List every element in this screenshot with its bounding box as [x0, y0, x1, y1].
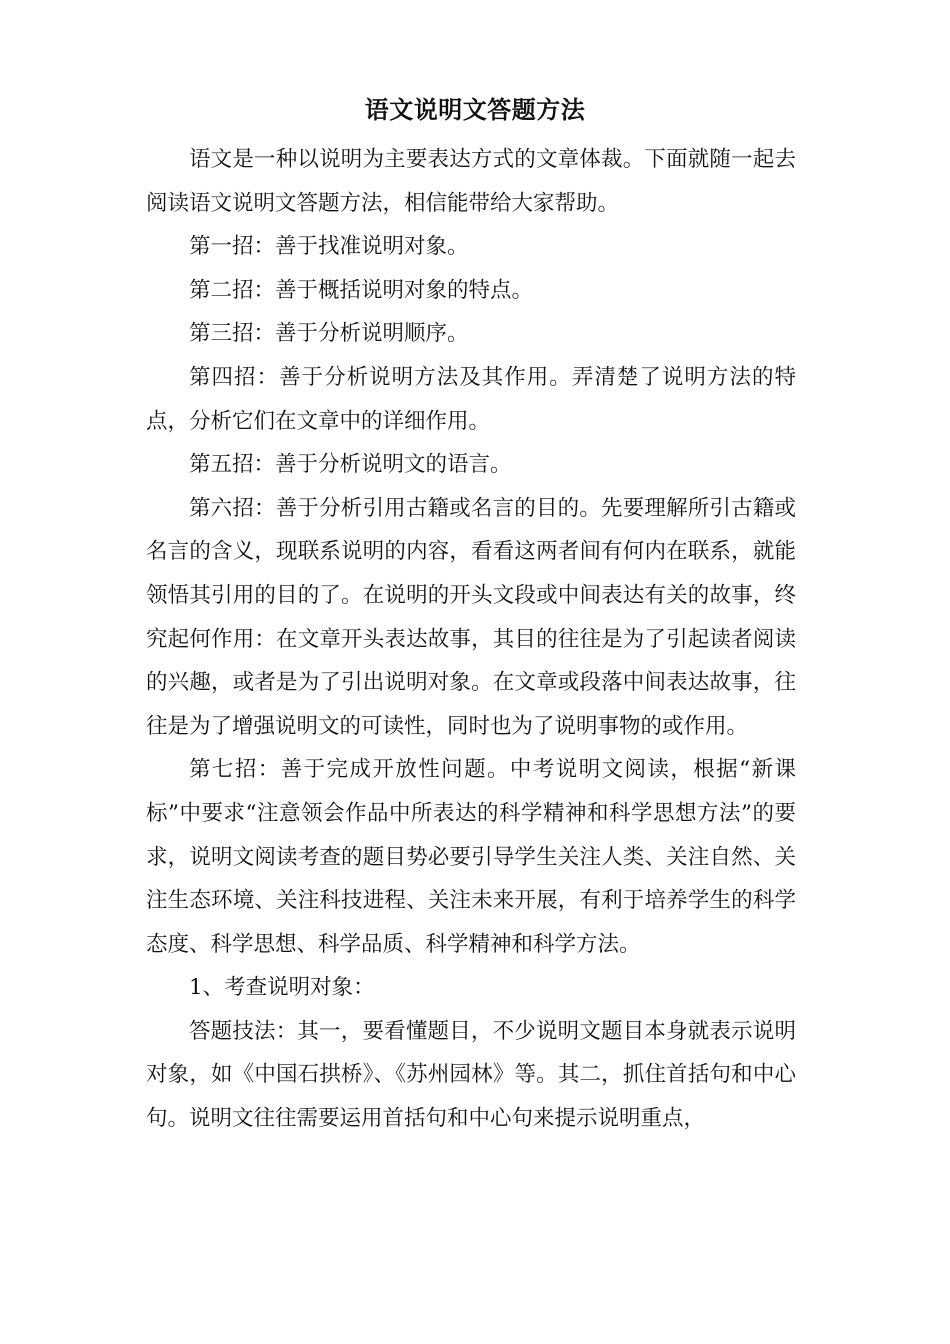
tip-1-paragraph: 第一招：善于找准说明对象。	[189, 234, 469, 260]
intro-paragraph: 语文是一种以说明为主要表达方式的文章体裁。下面就随一起去阅读语文说明文答题方法，相信能带给大家帮助。	[146, 147, 796, 216]
document-body	[146, 138, 796, 1141]
tip-6-paragraph: 第六招：善于分析引用古籍或名言的目的。先要理解所引古籍或名言的含义，现联系说明的内容，看看这两者间有何内在联系，就能领悟其引用的目的了。在说明的开头文段或中间表达有关的故事，终究起何作用：在文章开头表达故事，其目的往往是为了引起读者阅读的兴趣，或者是为了引出说明对象。在文章或段落中间表达故事，往往是为了增强说明文的可读性，同时也为了说明事物的或作用。	[146, 495, 796, 739]
answer-technique-paragraph: 答题技法：其一，要看懂题目，不少说明文题目本身就表示说明对象，如《中国石拱桥》、《苏州园林》等。其二，抓住首括句和中心句。说明文往往需要运用首括句和中心句来提示说明重点，	[146, 1018, 796, 1132]
tip-5-paragraph: 第五招：善于分析说明文的语言。	[189, 452, 512, 478]
tip-2-paragraph: 第二招：善于概括说明对象的特点。	[189, 277, 534, 303]
tip-3-paragraph: 第三招：善于分析说明顺序。	[189, 321, 469, 347]
document-title: 语文说明文答题方法	[364, 95, 586, 124]
tip-4-paragraph: 第四招：善于分析说明方法及其作用。弄清楚了说明方法的特点，分析它们在文章中的详细作用。	[146, 364, 796, 434]
section-1-heading: 1、考查说明对象：	[189, 975, 375, 1001]
tip-7-paragraph: 第七招：善于完成开放性问题。中考说明文阅读，根据“新课标”中要求“注意领会作品中所表达的科学精神和科学思想方法”的要求，说明文阅读考查的题目势必要引导学生关注人类、关注自然、关注生态环境、关注科技进程、关注未来开展，有利于培养学生的科学态度、科学思想、科学品质、科学精神和科学方法。	[146, 757, 796, 957]
